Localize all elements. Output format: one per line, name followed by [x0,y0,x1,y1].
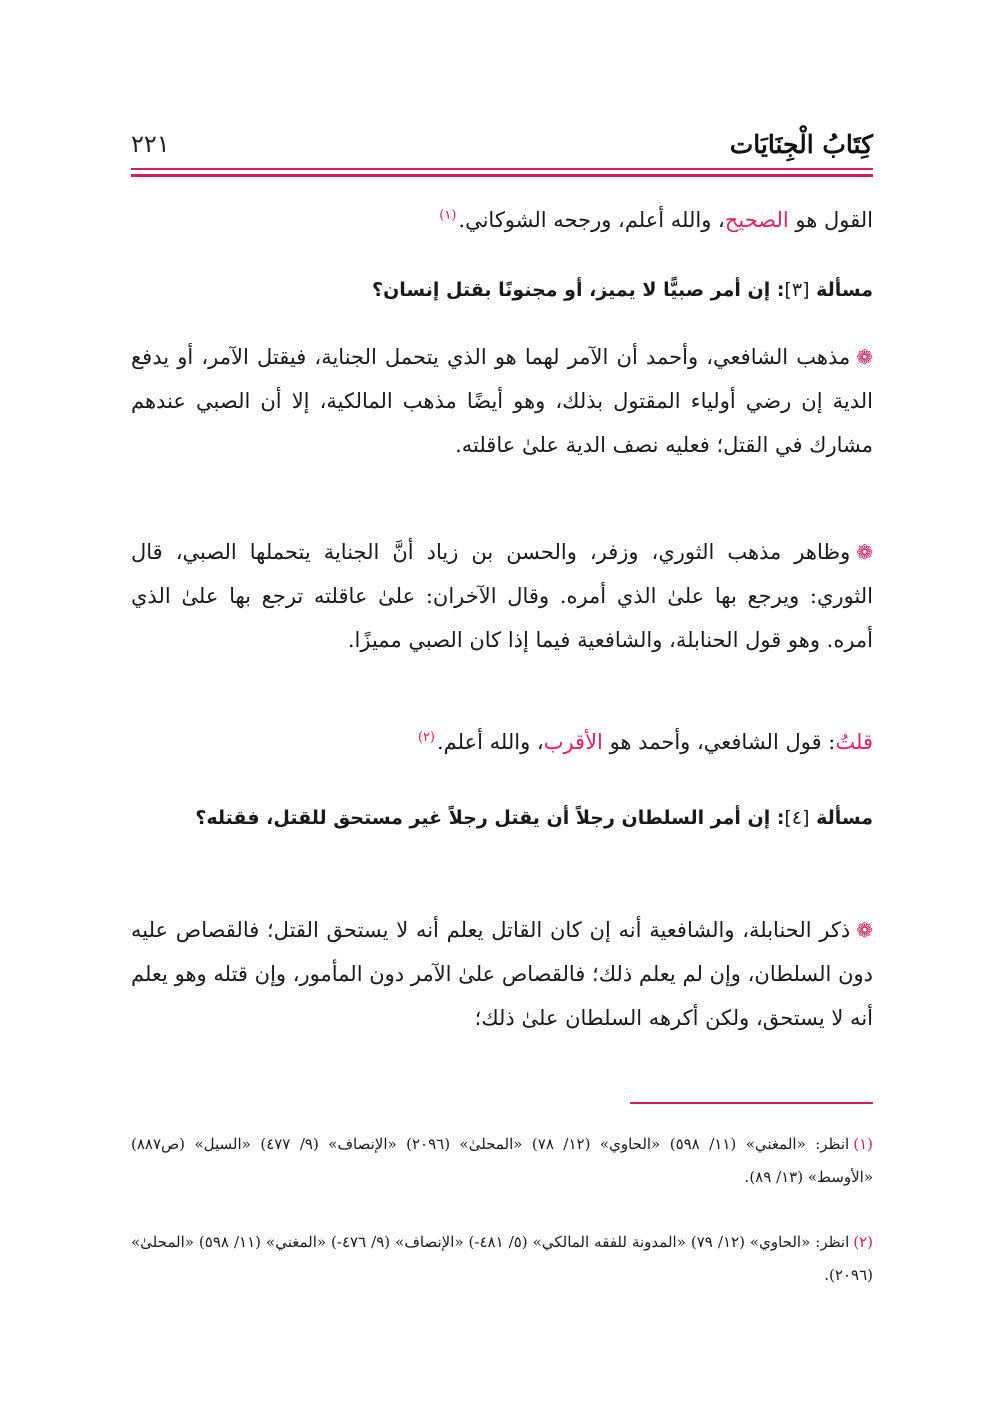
paragraph-conclusion: القول هو الصحيح، والله أعلم، ورجحه الشوكاني.$^{(١)}$ [439,208,873,232]
paragraph-author-opinion: قلتُ: قول الشافعي، وأحمد هو الأقرب، والله أعلم.$^{(٢)}$ [417,730,873,754]
paragraph-thawri-view: ❁وظاهر مذهب الثوري، وزفر، والحسن بن زياد أنَّ الجناية يتحملها الصبي، قال الثوري: ويرجع بها علىٰ الذي أمره. وقال الآخران: علىٰ عاقلته ترجع بها علىٰ الذي أمره. وهو قول الحنابلة، والشافعية فيما إذا كان الصبي مميزًا. [131,540,873,652]
flower-ornament-icon: ❁ [856,540,873,564]
author-label: قلتُ [835,730,873,754]
paragraph-hanbali-view: ❁ذكر الحنابلة، والشافعية أنه إن كان القاتل يعلم أنه لا يستحق القتل؛ فالقصاص عليه دون السلطان، وإن لم يعلم ذلك؛ فالقصاص علىٰ الآمر دون المأمور، وإن قتله وهو يعلم أنه لا يستحق، ولكن أكرهه السلطان علىٰ ذلك؛ [131,918,874,1030]
footnote-marker: (١) [853,1135,873,1153]
running-title: كِتَابُ الْجِنَايَات [729,129,873,159]
header-rule-thick [131,174,873,177]
flower-ornament-icon: ❁ [856,345,873,369]
footnote-separator [630,1102,873,1104]
issue-heading-4: مسألة [٤]: إن أمر السلطان رجلاً أن يقتل رجلاً غير مستحق للقتل، فقتله؟ [195,807,873,829]
page-header [131,124,873,164]
paragraph-shafii-view: ❁مذهب الشافعي، وأحمد أن الآمر لهما هو الذي يتحمل الجناية، فيقتل الآمر، أو يدفع الدية إن رضي أولياء المقتول بذلك، وهو أيضًا مذهب المالكية، إلا أن الصبي عندهم مشارك في القتل؛ فعليه نصف الدية علىٰ عاقلته. [131,345,873,457]
flower-ornament-icon: ❁ [856,918,874,942]
footnote-1: (١)انظر: «المغني» (١١/ ٥٩٨) «الحاوي» (١٢/ ٧٨) «المحلىٰ» (٢٠٩٦) «الإنصاف» (٩/ ٤٧٧) «السيل» (ص٨٨٧) «الأوسط» (١٣/ ٨٩). [131,1135,873,1186]
footnote-marker: (٢) [853,1233,874,1251]
footnote-ref[interactable]: (٢) [417,730,435,745]
header-rule-thin [131,168,873,170]
highlight-term: الأقرب [543,730,603,754]
issue-heading-3: مسألة [٣]: إن أمر صبيًّا لا يميز، أو مجنونًا بقتل إنسان؟ [372,279,873,301]
footnote-2: (٢)انظر: «الحاوي» (١٢/ ٧٩) «المدونة للفقه المالكي» (٥/ ٤٨١-) «الإنصاف» (٩/ ٤٧٦-) «المغني» (١١/ ٥٩٨) «المحلىٰ» (٢٠٩٦). [131,1233,874,1284]
highlight-term: الصحيح [724,208,789,232]
page-number: ٢٢١ [131,130,170,158]
footnote-ref[interactable]: (١) [439,208,457,223]
